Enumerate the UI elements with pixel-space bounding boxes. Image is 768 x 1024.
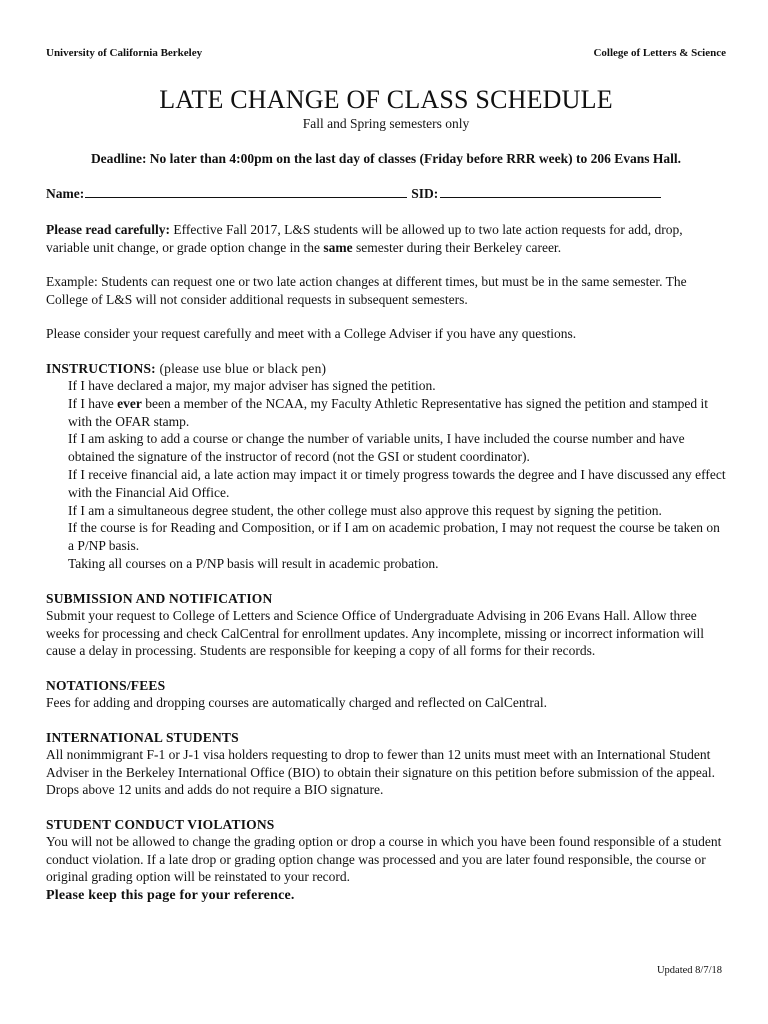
international-section — [46, 729, 726, 799]
conduct-section — [46, 816, 726, 904]
deadline-notice: Deadline: No later than 4:00pm on the last day of classes (Friday before RRR week) to 206 Evans Hall. — [90, 151, 682, 166]
fees-heading: NOTATIONS/FEES — [46, 677, 166, 693]
submission-section — [46, 590, 726, 660]
college-name: College of Letters & Science — [593, 47, 726, 59]
page-subtitle: Fall and Spring semesters only — [302, 116, 470, 131]
list-item: If I am asking to add a course or change the number of variable units, I have included the course number and have obtained the signature of the instructor of record (not the GSI or student coordinator). — [68, 431, 685, 465]
university-name: University of California Berkeley — [46, 47, 203, 59]
intro-lead: Please read carefully: — [46, 222, 170, 237]
instructions-list — [46, 377, 726, 573]
intro-text-2: semester during their Berkeley career. — [352, 239, 562, 255]
list-item: If I have declared a major, my major adviser has signed the petition. — [68, 378, 436, 393]
example-paragraph: Example: Students can request one or two late action changes at different times, but must be in the same semester. The College of L&S will not consider additional requests in subsequent semesters. — [46, 274, 687, 307]
instructions-title: INSTRUCTIONS: — [46, 360, 156, 376]
item-text: been a member of the NCAA, my Faculty Athletic Representative has signed the petition and stamped it with the OFAR stamp. — [68, 395, 708, 429]
international-text: All nonimmigrant F-1 or J-1 visa holders requesting to drop to fewer than 12 units must meet with an International Student Adviser in the Berkeley International Office (BIO) to obtain their signature on this petition before submission of the appeal. Drops above 12 units and adds do not require a BIO signature. — [46, 747, 715, 798]
fees-text: Fees for adding and dropping courses are automatically charged and reflected on CalCentral. — [46, 695, 547, 711]
name-sid-row — [46, 185, 726, 202]
intro-emphasis: same — [323, 239, 353, 255]
conduct-text: You will not be allowed to change the grading option or drop a course in which you have been found responsible of a student conduct violation. If a late drop or grading option change was processed and you are later found responsible, the course or original grading option will be reinstated to your record. — [46, 834, 722, 885]
conduct-heading: STUDENT CONDUCT VIOLATIONS — [46, 816, 275, 832]
list-item: If I am a simultaneous degree student, the other college must also approve this request by signing the petition. — [68, 502, 662, 518]
instructions-note: (please use blue or black pen) — [155, 360, 327, 376]
sid-label: SID: — [411, 186, 439, 201]
instructions-section — [46, 360, 726, 573]
instructions-heading — [46, 360, 726, 378]
page-title: LATE CHANGE OF CLASS SCHEDULE — [159, 85, 613, 114]
list-item: Taking all courses on a P/NP basis will result in academic probation. — [68, 555, 439, 571]
header-row — [46, 47, 726, 59]
list-item — [68, 395, 726, 431]
consider-paragraph: Please consider your request carefully and meet with a College Adviser if you have any questions. — [46, 326, 577, 341]
name-field[interactable] — [85, 185, 407, 198]
intro-text-1: Effective Fall 2017, L&S students will be allowed up to two late action requests for add, drop, variable unit change, or grade option change in the — [46, 222, 683, 255]
fees-section — [46, 677, 726, 712]
submission-heading: SUBMISSION AND NOTIFICATION — [46, 590, 273, 606]
intro-paragraph — [46, 221, 726, 256]
keep-page-note: Please keep this page for your reference. — [46, 887, 295, 903]
item-emphasis: ever — [117, 395, 142, 411]
submission-text: Submit your request to College of Letters and Science Office of Undergraduate Advising in 206 Evans Hall. Allow three weeks for processing and check CalCentral for enrollment updates. Any incomplete, missing or incorrect information will cause a delay in processing. Students are responsible for keeping a copy of all forms for their records. — [46, 608, 704, 659]
international-heading: INTERNATIONAL STUDENTS — [46, 729, 239, 745]
list-item: If the course is for Reading and Composition, or if I am on academic probation, I may not request the course be taken on a P/NP basis. — [68, 520, 720, 554]
item-text: If I have — [68, 395, 118, 411]
list-item: If I receive financial aid, a late action may impact it or timely progress towards the degree and I have discussed any effect with the Financial Aid Office. — [68, 466, 726, 500]
updated-date: Updated 8/7/18 — [656, 965, 722, 976]
name-label: Name: — [46, 186, 85, 201]
sid-field[interactable] — [440, 185, 661, 198]
document-page — [46, 46, 726, 904]
